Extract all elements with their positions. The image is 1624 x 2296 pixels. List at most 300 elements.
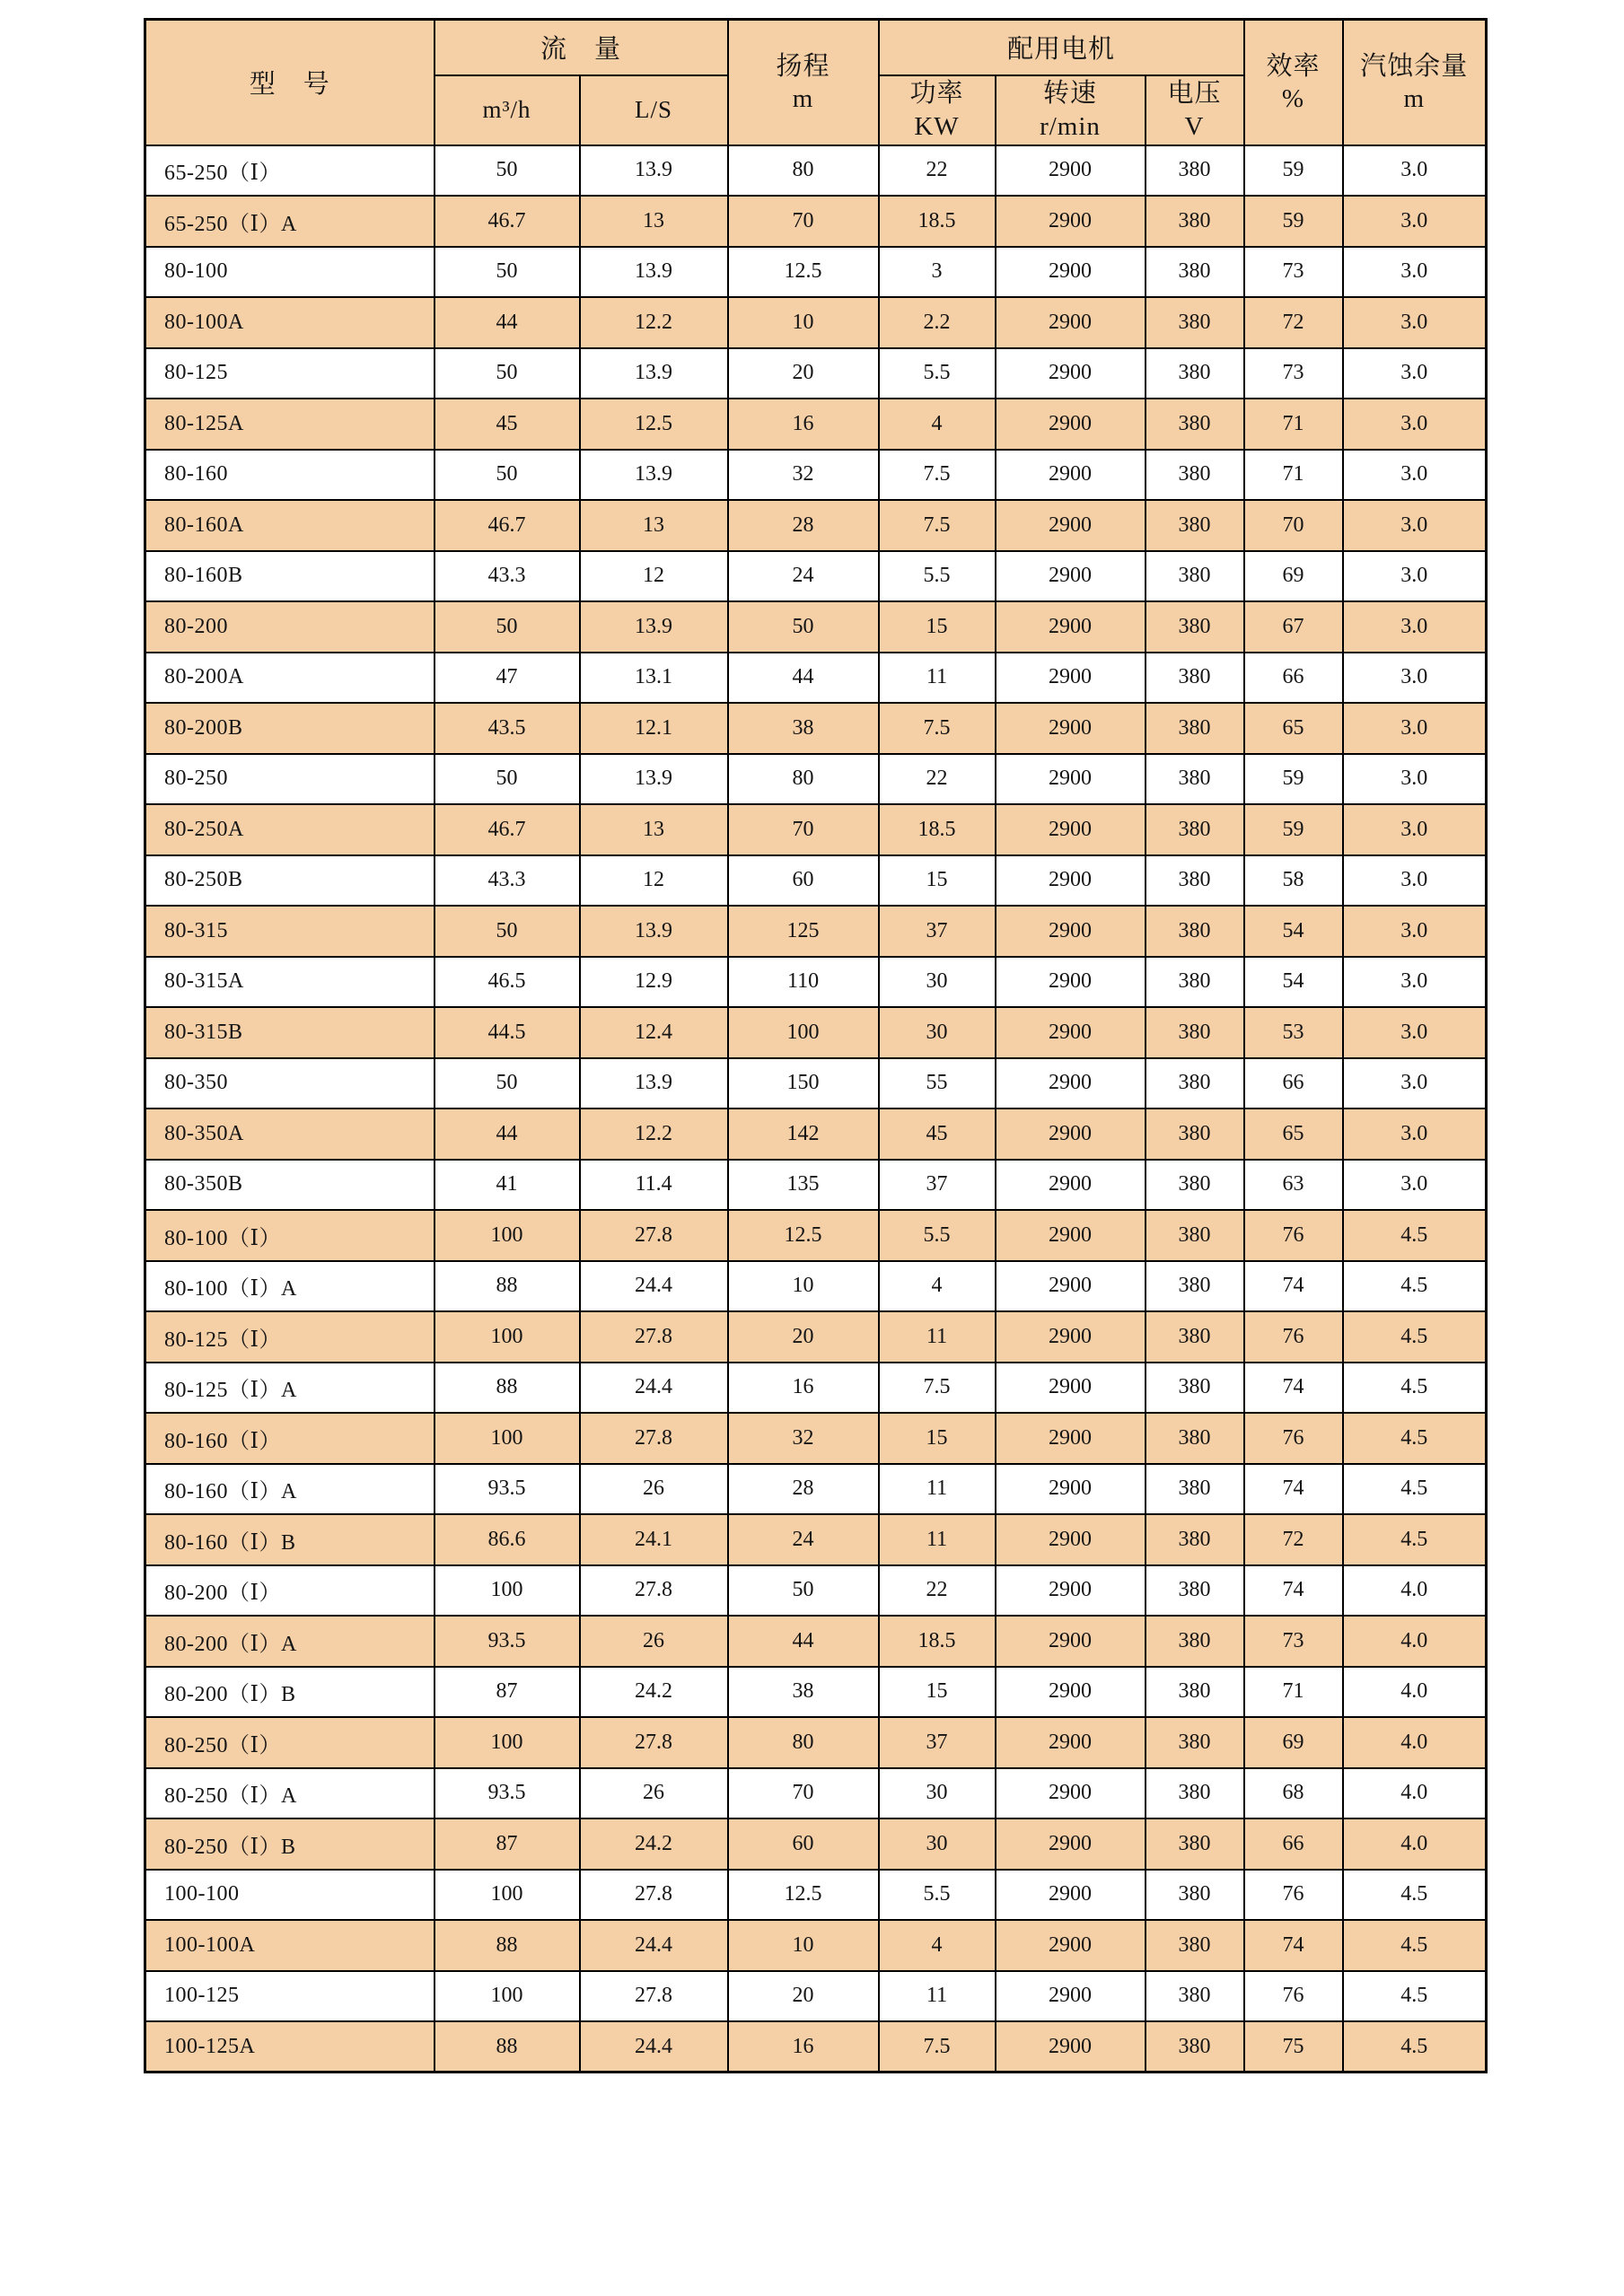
value-cell: 11.4 [580, 1160, 728, 1211]
value-cell: 4.5 [1343, 2021, 1487, 2073]
value-cell: 3.0 [1343, 754, 1487, 805]
value-cell: 32 [728, 450, 879, 501]
value-cell: 47 [435, 653, 580, 704]
col-header-voltage-unit: V [1184, 111, 1205, 141]
value-cell: 66 [1244, 1818, 1343, 1870]
value-cell: 3.0 [1343, 1109, 1487, 1160]
value-cell: 2900 [996, 754, 1146, 805]
value-cell: 10 [728, 297, 879, 348]
table-row [145, 348, 1487, 399]
value-cell: 15 [879, 601, 996, 653]
value-cell: 76 [1244, 1210, 1343, 1261]
value-cell: 26 [580, 1616, 728, 1667]
value-cell: 50 [435, 450, 580, 501]
value-cell: 5.5 [879, 551, 996, 602]
value-cell: 3.0 [1343, 601, 1487, 653]
value-cell: 12.5 [580, 399, 728, 450]
model-cell: 80-350 [145, 1058, 435, 1109]
value-cell: 3.0 [1343, 551, 1487, 602]
value-cell: 37 [879, 1717, 996, 1768]
value-cell: 24.2 [580, 1818, 728, 1870]
value-cell: 76 [1244, 1870, 1343, 1921]
model-cell: 80-100A [145, 297, 435, 348]
col-header-speed-unit: r/min [1040, 111, 1101, 141]
value-cell: 380 [1146, 1464, 1244, 1515]
value-cell: 7.5 [879, 2021, 996, 2073]
value-cell: 44.5 [435, 1007, 580, 1058]
value-cell: 15 [879, 1413, 996, 1464]
value-cell: 380 [1146, 1058, 1244, 1109]
value-cell: 74 [1244, 1464, 1343, 1515]
value-cell: 3.0 [1343, 957, 1487, 1008]
value-cell: 2900 [996, 1870, 1146, 1921]
value-cell: 70 [728, 196, 879, 247]
value-cell: 71 [1244, 450, 1343, 501]
value-cell: 68 [1244, 1768, 1343, 1819]
value-cell: 100 [435, 1311, 580, 1363]
value-cell: 13.1 [580, 653, 728, 704]
value-cell: 11 [879, 1971, 996, 2022]
table-row [145, 1007, 1487, 1058]
col-header-flow-group: 流 量 [435, 20, 728, 75]
table-row [145, 1818, 1487, 1870]
value-cell: 380 [1146, 1920, 1244, 1971]
value-cell: 4.5 [1343, 1464, 1487, 1515]
value-cell: 59 [1244, 145, 1343, 197]
model-cell: 80-250（Ⅰ）A [145, 1768, 435, 1819]
model-cell: 100-125A [145, 2021, 435, 2073]
table-row [145, 1109, 1487, 1160]
table-row [145, 500, 1487, 551]
value-cell: 380 [1146, 1971, 1244, 2022]
value-cell: 74 [1244, 1565, 1343, 1617]
value-cell: 74 [1244, 1261, 1343, 1312]
model-cell: 80-200 [145, 601, 435, 653]
table-row [145, 1311, 1487, 1363]
value-cell: 380 [1146, 1363, 1244, 1414]
value-cell: 4 [879, 399, 996, 450]
table-row [145, 957, 1487, 1008]
model-cell: 80-250（Ⅰ） [145, 1717, 435, 1768]
value-cell: 2900 [996, 804, 1146, 855]
value-cell: 110 [728, 957, 879, 1008]
value-cell: 5.5 [879, 1870, 996, 1921]
table-row [145, 399, 1487, 450]
value-cell: 3.0 [1343, 1007, 1487, 1058]
value-cell: 44 [728, 1616, 879, 1667]
value-cell: 88 [435, 1363, 580, 1414]
value-cell: 380 [1146, 601, 1244, 653]
table-row [145, 1413, 1487, 1464]
value-cell: 3.0 [1343, 297, 1487, 348]
value-cell: 2900 [996, 145, 1146, 197]
value-cell: 28 [728, 1464, 879, 1515]
model-cell: 80-200B [145, 703, 435, 754]
value-cell: 380 [1146, 1109, 1244, 1160]
value-cell: 93.5 [435, 1616, 580, 1667]
table-row [145, 2021, 1487, 2073]
value-cell: 71 [1244, 1667, 1343, 1718]
value-cell: 27.8 [580, 1210, 728, 1261]
table-row [145, 1261, 1487, 1312]
value-cell: 76 [1244, 1971, 1343, 2022]
value-cell: 43.3 [435, 551, 580, 602]
value-cell: 38 [728, 1667, 879, 1718]
value-cell: 2900 [996, 906, 1146, 957]
value-cell: 7.5 [879, 450, 996, 501]
value-cell: 380 [1146, 703, 1244, 754]
value-cell: 380 [1146, 1413, 1244, 1464]
value-cell: 380 [1146, 297, 1244, 348]
value-cell: 4.0 [1343, 1768, 1487, 1819]
table-row [145, 247, 1487, 298]
col-header-speed [996, 75, 1146, 145]
value-cell: 2900 [996, 855, 1146, 907]
value-cell: 2900 [996, 1363, 1146, 1414]
pump-spec-table [144, 18, 1488, 2073]
table-row [145, 804, 1487, 855]
model-cell: 80-125 [145, 348, 435, 399]
value-cell: 2900 [996, 1616, 1146, 1667]
value-cell: 74 [1244, 1920, 1343, 1971]
col-header-flow-m3h: m³/h [435, 75, 580, 145]
col-header-motor-group: 配用电机 [879, 20, 1244, 75]
model-cell: 80-100（Ⅰ）A [145, 1261, 435, 1312]
value-cell: 380 [1146, 2021, 1244, 2073]
value-cell: 44 [435, 297, 580, 348]
value-cell: 20 [728, 348, 879, 399]
value-cell: 380 [1146, 500, 1244, 551]
value-cell: 100 [435, 1971, 580, 2022]
value-cell: 12.5 [728, 247, 879, 298]
table-row [145, 754, 1487, 805]
value-cell: 2900 [996, 196, 1146, 247]
table-row [145, 1058, 1487, 1109]
value-cell: 7.5 [879, 703, 996, 754]
value-cell: 7.5 [879, 1363, 996, 1414]
value-cell: 18.5 [879, 1616, 996, 1667]
value-cell: 380 [1146, 653, 1244, 704]
value-cell: 20 [728, 1971, 879, 2022]
value-cell: 380 [1146, 450, 1244, 501]
value-cell: 4.0 [1343, 1616, 1487, 1667]
value-cell: 43.3 [435, 855, 580, 907]
value-cell: 4.5 [1343, 1311, 1487, 1363]
value-cell: 24 [728, 551, 879, 602]
value-cell: 80 [728, 754, 879, 805]
value-cell: 4.5 [1343, 1971, 1487, 2022]
model-cell: 80-315B [145, 1007, 435, 1058]
value-cell: 380 [1146, 145, 1244, 197]
value-cell: 2900 [996, 1210, 1146, 1261]
value-cell: 46.7 [435, 500, 580, 551]
value-cell: 3.0 [1343, 653, 1487, 704]
value-cell: 3.0 [1343, 500, 1487, 551]
value-cell: 3.0 [1343, 450, 1487, 501]
value-cell: 27.8 [580, 1311, 728, 1363]
value-cell: 380 [1146, 551, 1244, 602]
value-cell: 3 [879, 247, 996, 298]
model-cell: 80-160（Ⅰ） [145, 1413, 435, 1464]
col-header-efficiency [1244, 20, 1343, 145]
value-cell: 125 [728, 906, 879, 957]
value-cell: 59 [1244, 196, 1343, 247]
value-cell: 69 [1244, 551, 1343, 602]
value-cell: 11 [879, 1514, 996, 1565]
value-cell: 5.5 [879, 348, 996, 399]
table-row [145, 1514, 1487, 1565]
value-cell: 380 [1146, 1616, 1244, 1667]
value-cell: 2900 [996, 1007, 1146, 1058]
value-cell: 63 [1244, 1160, 1343, 1211]
model-cell: 65-250（Ⅰ） [145, 145, 435, 197]
table-row [145, 1616, 1487, 1667]
model-cell: 80-125A [145, 399, 435, 450]
value-cell: 50 [435, 247, 580, 298]
value-cell: 46.7 [435, 196, 580, 247]
value-cell: 7.5 [879, 500, 996, 551]
value-cell: 24.4 [580, 1261, 728, 1312]
value-cell: 24 [728, 1514, 879, 1565]
value-cell: 87 [435, 1818, 580, 1870]
value-cell: 70 [728, 1768, 879, 1819]
value-cell: 27.8 [580, 1717, 728, 1768]
value-cell: 75 [1244, 2021, 1343, 2073]
value-cell: 380 [1146, 906, 1244, 957]
value-cell: 3.0 [1343, 1160, 1487, 1211]
model-cell: 80-315A [145, 957, 435, 1008]
value-cell: 100 [435, 1413, 580, 1464]
value-cell: 11 [879, 1464, 996, 1515]
col-header-head-label: 扬程 [776, 51, 830, 81]
value-cell: 24.2 [580, 1667, 728, 1718]
model-cell: 80-100 [145, 247, 435, 298]
model-cell: 100-100 [145, 1870, 435, 1921]
model-cell: 100-125 [145, 1971, 435, 2022]
value-cell: 2900 [996, 1667, 1146, 1718]
value-cell: 100 [435, 1870, 580, 1921]
value-cell: 22 [879, 1565, 996, 1617]
value-cell: 12.2 [580, 297, 728, 348]
value-cell: 74 [1244, 1363, 1343, 1414]
value-cell: 18.5 [879, 804, 996, 855]
value-cell: 73 [1244, 1616, 1343, 1667]
value-cell: 60 [728, 855, 879, 907]
value-cell: 73 [1244, 348, 1343, 399]
value-cell: 69 [1244, 1717, 1343, 1768]
value-cell: 50 [435, 145, 580, 197]
value-cell: 12.1 [580, 703, 728, 754]
value-cell: 24.4 [580, 1363, 728, 1414]
value-cell: 41 [435, 1160, 580, 1211]
table-row [145, 601, 1487, 653]
value-cell: 65 [1244, 1109, 1343, 1160]
table-row [145, 450, 1487, 501]
value-cell: 13.9 [580, 450, 728, 501]
value-cell: 24.4 [580, 1920, 728, 1971]
value-cell: 2900 [996, 653, 1146, 704]
value-cell: 11 [879, 653, 996, 704]
value-cell: 30 [879, 957, 996, 1008]
value-cell: 30 [879, 1768, 996, 1819]
value-cell: 46.5 [435, 957, 580, 1008]
value-cell: 93.5 [435, 1464, 580, 1515]
col-header-npsh-unit: m [1403, 83, 1426, 113]
value-cell: 2900 [996, 957, 1146, 1008]
value-cell: 59 [1244, 804, 1343, 855]
value-cell: 380 [1146, 1667, 1244, 1718]
value-cell: 2900 [996, 1464, 1146, 1515]
value-cell: 4.0 [1343, 1818, 1487, 1870]
model-cell: 80-160 [145, 450, 435, 501]
value-cell: 380 [1146, 247, 1244, 298]
value-cell: 380 [1146, 804, 1244, 855]
value-cell: 2900 [996, 1160, 1146, 1211]
value-cell: 50 [435, 601, 580, 653]
value-cell: 150 [728, 1058, 879, 1109]
value-cell: 3.0 [1343, 399, 1487, 450]
table-row [145, 1870, 1487, 1921]
value-cell: 2900 [996, 551, 1146, 602]
value-cell: 2900 [996, 1514, 1146, 1565]
value-cell: 2900 [996, 450, 1146, 501]
value-cell: 2900 [996, 297, 1146, 348]
model-cell: 80-350B [145, 1160, 435, 1211]
value-cell: 54 [1244, 957, 1343, 1008]
value-cell: 27.8 [580, 1413, 728, 1464]
value-cell: 380 [1146, 1311, 1244, 1363]
value-cell: 12.5 [728, 1870, 879, 1921]
model-cell: 100-100A [145, 1920, 435, 1971]
value-cell: 44 [435, 1109, 580, 1160]
value-cell: 4.0 [1343, 1667, 1487, 1718]
value-cell: 76 [1244, 1311, 1343, 1363]
value-cell: 380 [1146, 1514, 1244, 1565]
value-cell: 380 [1146, 196, 1244, 247]
value-cell: 93.5 [435, 1768, 580, 1819]
model-cell: 65-250（Ⅰ）A [145, 196, 435, 247]
value-cell: 5.5 [879, 1210, 996, 1261]
value-cell: 2900 [996, 1109, 1146, 1160]
value-cell: 3.0 [1343, 906, 1487, 957]
table-body [145, 145, 1487, 2073]
table-row [145, 1717, 1487, 1768]
value-cell: 26 [580, 1464, 728, 1515]
value-cell: 4.5 [1343, 1210, 1487, 1261]
value-cell: 15 [879, 1667, 996, 1718]
value-cell: 72 [1244, 297, 1343, 348]
value-cell: 3.0 [1343, 703, 1487, 754]
value-cell: 45 [879, 1109, 996, 1160]
model-cell: 80-200（Ⅰ）A [145, 1616, 435, 1667]
value-cell: 50 [435, 754, 580, 805]
model-cell: 80-250 [145, 754, 435, 805]
value-cell: 2900 [996, 399, 1146, 450]
value-cell: 2900 [996, 2021, 1146, 2073]
value-cell: 3.0 [1343, 247, 1487, 298]
value-cell: 3.0 [1343, 145, 1487, 197]
value-cell: 37 [879, 906, 996, 957]
value-cell: 66 [1244, 653, 1343, 704]
value-cell: 13.9 [580, 601, 728, 653]
value-cell: 2900 [996, 1717, 1146, 1768]
col-header-power-label: 功率 [909, 79, 964, 109]
model-cell: 80-160（Ⅰ）A [145, 1464, 435, 1515]
col-header-power [879, 75, 996, 145]
value-cell: 4.5 [1343, 1870, 1487, 1921]
model-cell: 80-250（Ⅰ）B [145, 1818, 435, 1870]
value-cell: 12.4 [580, 1007, 728, 1058]
value-cell: 100 [435, 1210, 580, 1261]
col-header-flow-ls: L/S [580, 75, 728, 145]
value-cell: 12.5 [728, 1210, 879, 1261]
value-cell: 4.5 [1343, 1413, 1487, 1464]
value-cell: 50 [435, 906, 580, 957]
value-cell: 3.0 [1343, 855, 1487, 907]
model-cell: 80-350A [145, 1109, 435, 1160]
value-cell: 30 [879, 1007, 996, 1058]
value-cell: 88 [435, 1261, 580, 1312]
value-cell: 44 [728, 653, 879, 704]
value-cell: 43.5 [435, 703, 580, 754]
value-cell: 86.6 [435, 1514, 580, 1565]
value-cell: 54 [1244, 906, 1343, 957]
value-cell: 380 [1146, 855, 1244, 907]
value-cell: 3.0 [1343, 1058, 1487, 1109]
value-cell: 380 [1146, 1007, 1244, 1058]
col-header-head-unit: m [792, 83, 814, 113]
model-cell: 80-125（Ⅰ） [145, 1311, 435, 1363]
value-cell: 13.9 [580, 754, 728, 805]
value-cell: 59 [1244, 754, 1343, 805]
col-header-model: 型 号 [145, 20, 435, 145]
value-cell: 27.8 [580, 1870, 728, 1921]
value-cell: 70 [728, 804, 879, 855]
value-cell: 100 [435, 1717, 580, 1768]
table-row [145, 1160, 1487, 1211]
value-cell: 13 [580, 196, 728, 247]
model-cell: 80-200A [145, 653, 435, 704]
value-cell: 22 [879, 145, 996, 197]
value-cell: 2900 [996, 1818, 1146, 1870]
table-row [145, 653, 1487, 704]
value-cell: 3.0 [1343, 196, 1487, 247]
table-row [145, 1667, 1487, 1718]
value-cell: 10 [728, 1261, 879, 1312]
value-cell: 22 [879, 754, 996, 805]
table-row [145, 855, 1487, 907]
value-cell: 30 [879, 1818, 996, 1870]
value-cell: 2900 [996, 500, 1146, 551]
value-cell: 2900 [996, 1413, 1146, 1464]
table-row [145, 196, 1487, 247]
value-cell: 12.9 [580, 957, 728, 1008]
value-cell: 12.2 [580, 1109, 728, 1160]
model-cell: 80-200（Ⅰ） [145, 1565, 435, 1617]
col-header-npsh-label: 汽蚀余量 [1360, 51, 1469, 81]
pump-spec-sheet [144, 18, 1488, 2073]
model-cell: 80-315 [145, 906, 435, 957]
value-cell: 65 [1244, 703, 1343, 754]
table-header [145, 20, 1487, 145]
table-row [145, 551, 1487, 602]
value-cell: 142 [728, 1109, 879, 1160]
value-cell: 4.0 [1343, 1565, 1487, 1617]
value-cell: 13.9 [580, 145, 728, 197]
value-cell: 16 [728, 399, 879, 450]
table-row [145, 1768, 1487, 1819]
value-cell: 3.0 [1343, 804, 1487, 855]
